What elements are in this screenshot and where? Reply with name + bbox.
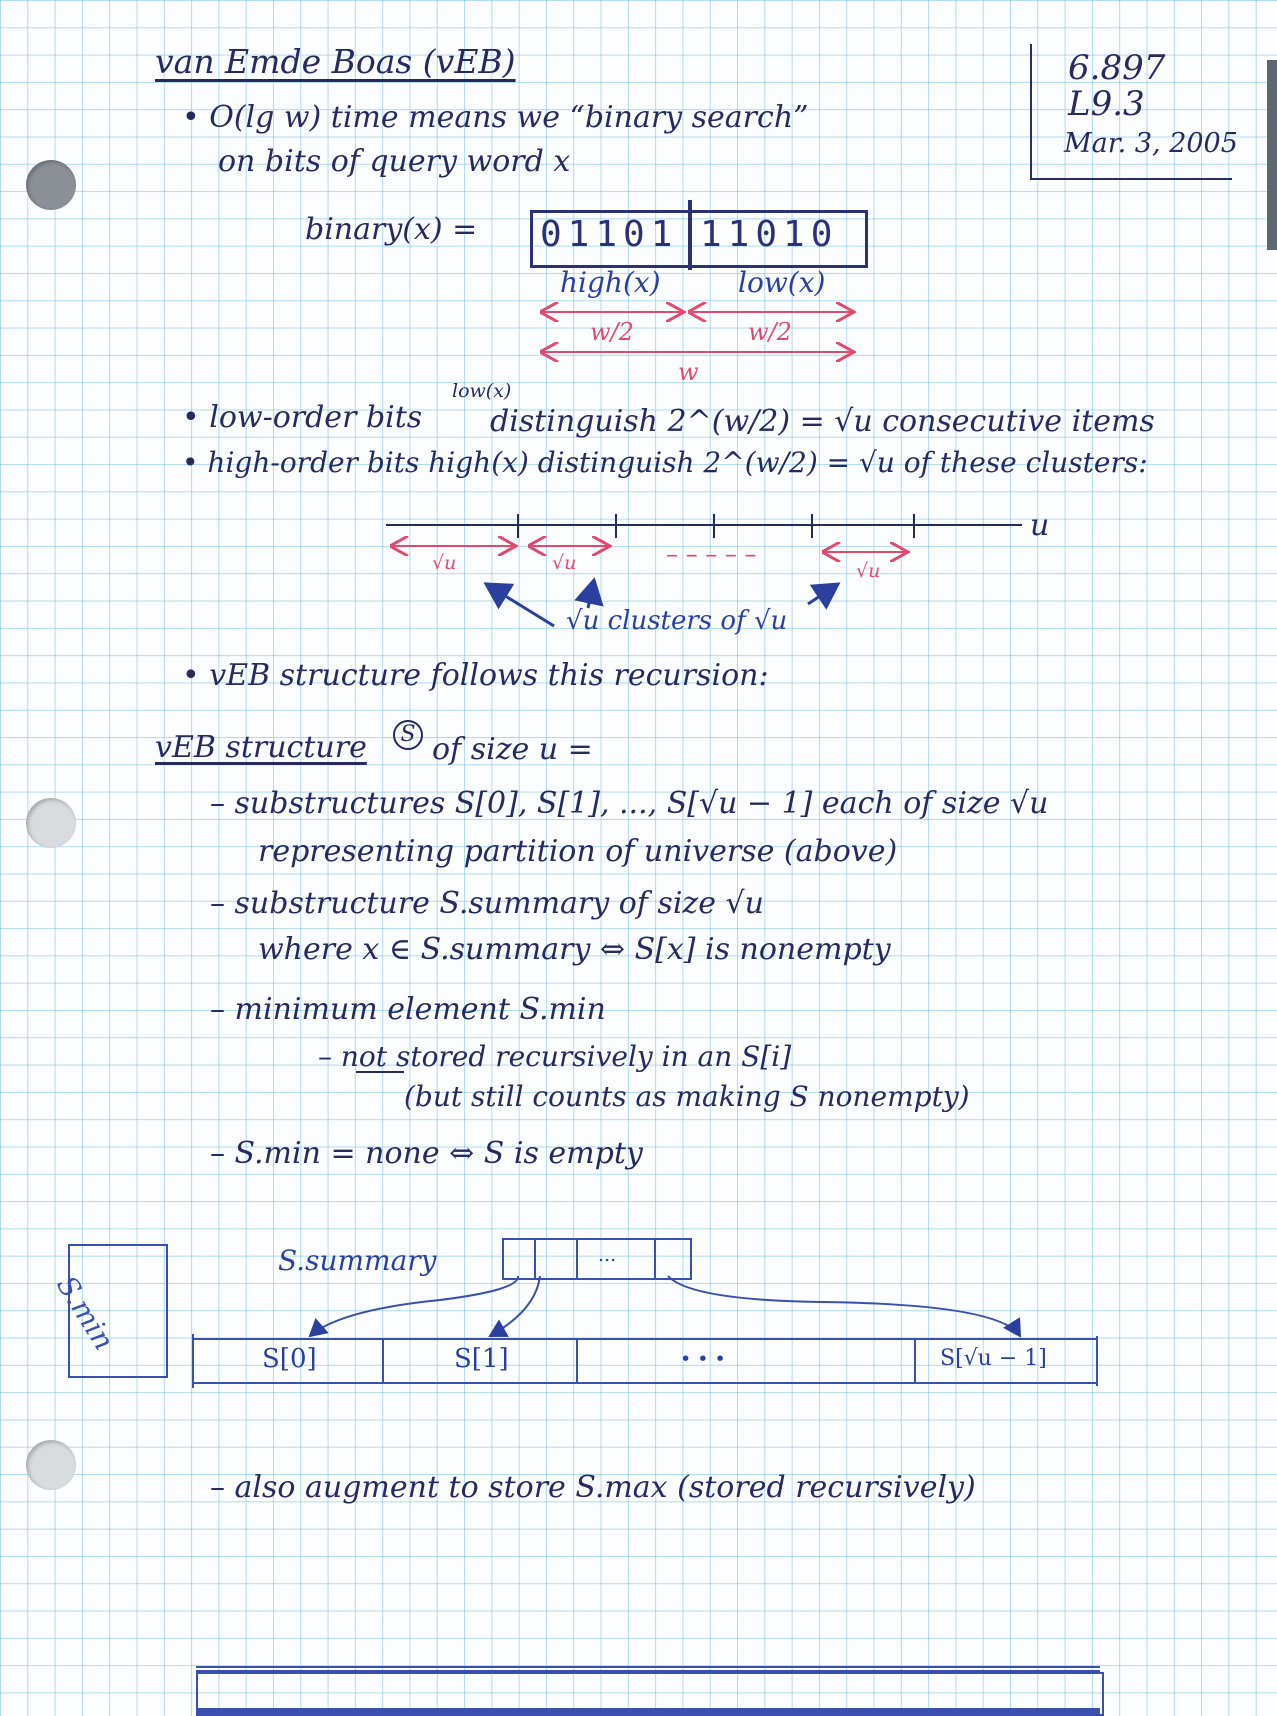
universe-label: u	[1030, 508, 1050, 543]
segment-label-2: √u	[552, 552, 577, 574]
low-bits: 11010	[700, 214, 839, 255]
item-summary-cont: where x ∈ S.summary ⇔ S[x] is nonempty	[258, 932, 891, 967]
recursion-intro: • vEB structure follows this recursion:	[182, 658, 769, 693]
item-summary: – substructure S.summary of size √u	[210, 886, 764, 921]
cluster-pointer-3	[808, 584, 838, 604]
high-order-bullet: • high-order bits high(x) distinguish 2^(w/2) = √u of these clusters:	[182, 446, 1148, 479]
item-min-none: – S.min = none ⇔ S is empty	[210, 1136, 643, 1171]
segment-dashes: – – – – –	[666, 540, 757, 568]
also-augment: – also augment to store S.max (stored recursively)	[210, 1470, 976, 1505]
item-min-sub-cont: (but still counts as making S nonempty)	[404, 1080, 970, 1113]
cluster-pointer-2	[588, 580, 594, 608]
summary-dots: ...	[598, 1244, 617, 1266]
half-width-right: w/2	[748, 318, 792, 346]
array-cells	[196, 1666, 1100, 1706]
cell-s0: S[0]	[262, 1344, 317, 1374]
cell-s1: S[1]	[454, 1344, 509, 1374]
low-label: low(x)	[738, 266, 826, 299]
low-order-bullet: • low-order bits	[182, 400, 423, 435]
item-min-sub: – not stored recursively in an S[i]	[318, 1040, 792, 1073]
item-min: – minimum element S.min	[210, 992, 606, 1027]
smin-label: S.min	[50, 1270, 121, 1356]
summary-pointer-s0	[310, 1276, 518, 1336]
clusters-caption: √u clusters of √u	[566, 606, 788, 636]
segment-label-last: √u	[856, 560, 881, 582]
lecture-date: Mar. 3, 2005	[1064, 128, 1238, 159]
item-substructures-cont: representing partition of universe (above)	[258, 834, 898, 869]
intro-line-1: • O(lg w) time means we “binary search”	[182, 100, 809, 135]
lecture-number: L9.3	[1068, 84, 1145, 124]
cell-dots: • • •	[680, 1348, 726, 1370]
structure-heading-rest: of size u =	[432, 732, 593, 767]
item-substructures: – substructures S[0], S[1], ..., S[√u − 1] each of size √u	[210, 786, 1049, 821]
summary-label: S.summary	[278, 1244, 437, 1277]
low-x-insert: low(x)	[452, 380, 512, 402]
high-label: high(x)	[560, 266, 661, 299]
high-bits: 01101	[540, 214, 679, 255]
course-number: 6.897	[1068, 48, 1166, 88]
summary-pointer-last	[668, 1276, 1020, 1336]
cluster-pointer-1	[486, 584, 554, 626]
structure-heading: vEB structure	[155, 730, 367, 765]
intro-line-2: on bits of query word x	[218, 144, 571, 179]
full-width: w	[678, 358, 699, 386]
circled-s: S	[393, 720, 423, 750]
half-width-left: w/2	[590, 318, 634, 346]
summary-pointer-s1	[490, 1276, 540, 1336]
binary-label: binary(x) =	[305, 212, 478, 247]
cell-last: S[√u − 1]	[940, 1346, 1047, 1371]
page-title: van Emde Boas (vEB)	[155, 42, 516, 81]
low-order-rest: distinguish 2^(w/2) = √u consecutive items	[490, 404, 1155, 439]
segment-label-1: √u	[432, 552, 457, 574]
